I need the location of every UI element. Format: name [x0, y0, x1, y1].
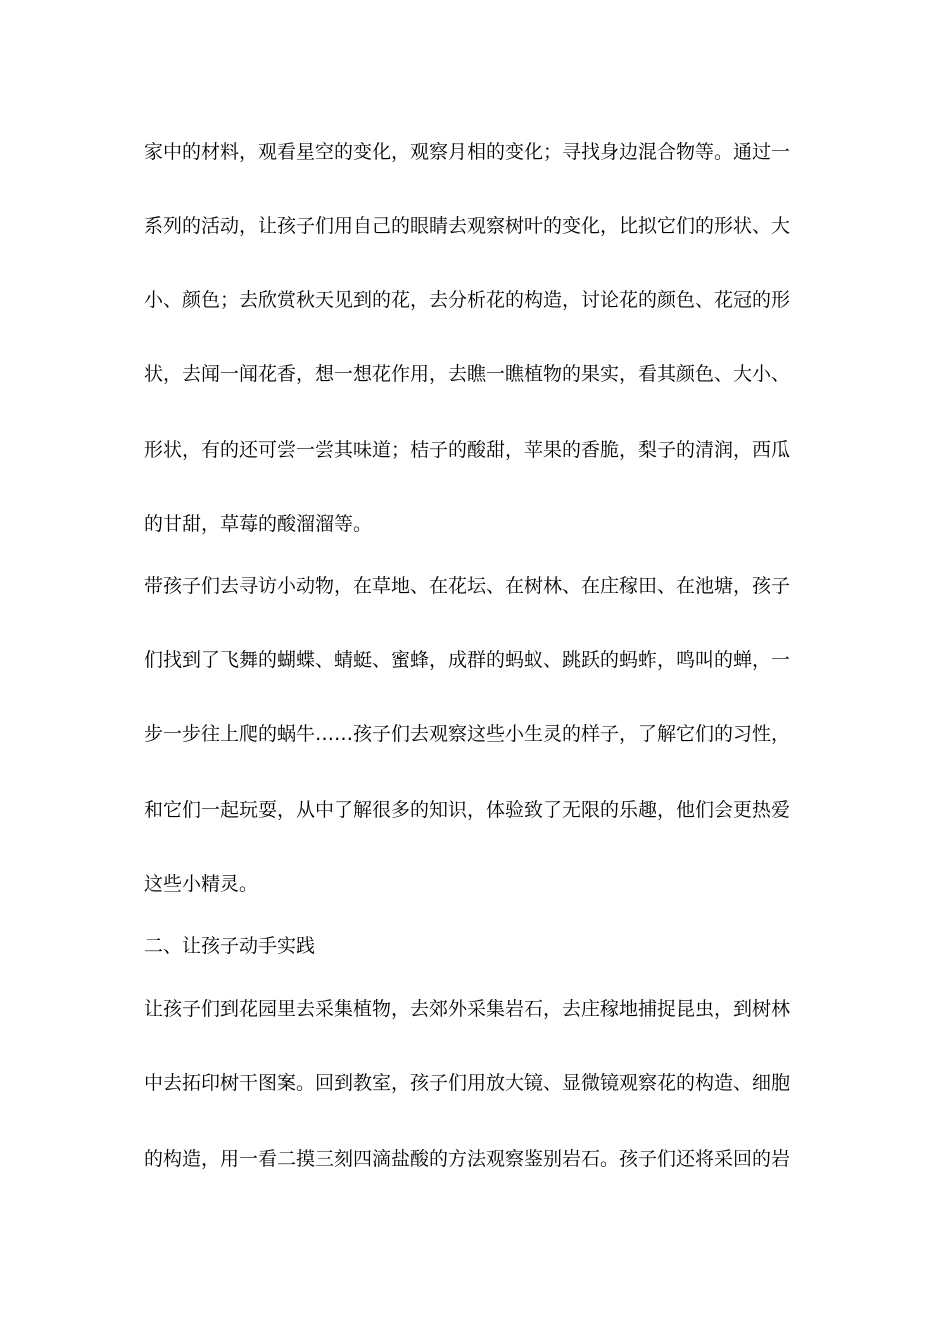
paragraph-line: 系列的活动，让孩子们用自己的眼睛去观察树叶的变化，比拟它们的形状、大 [144, 215, 791, 237]
paragraph-line: 的构造，用一看二摸三刻四滴盐酸的方法观察鉴别岩石。孩子们还将采回的岩 [144, 1148, 791, 1170]
paragraph-line: 这些小精灵。 [144, 873, 259, 895]
paragraph-line: 状，去闻一闻花香，想一想花作用，去瞧一瞧植物的果实，看其颜色、大小、 [144, 363, 791, 385]
paragraph-line: 们找到了飞舞的蝴蝶、蜻蜓、蜜蜂，成群的蚂蚁、跳跃的蚂蚱，鸣叫的蝉，一 [144, 649, 791, 671]
paragraph-line: 步一步往上爬的蜗牛……孩子们去观察这些小生灵的样子，了解它们的习性， [144, 723, 791, 745]
paragraph-line: 和它们一起玩耍，从中了解很多的知识，体验致了无限的乐趣，他们会更热爱 [144, 799, 791, 821]
paragraph-line: 形状，有的还可尝一尝其味道；桔子的酸甜，苹果的香脆，梨子的清润，西瓜 [144, 439, 791, 461]
paragraph-line: 带孩子们去寻访小动物，在草地、在花坛、在树林、在庄稼田、在池塘，孩子 [144, 575, 791, 597]
paragraph-line: 家中的材料，观看星空的变化，观察月相的变化；寻找身边混合物等。通过一 [144, 141, 791, 163]
paragraph-line: 的甘甜，草莓的酸溜溜等。 [144, 513, 373, 535]
paragraph-line: 小、颜色；去欣赏秋天见到的花，去分析花的构造，讨论花的颜色、花冠的形 [144, 289, 791, 311]
section-heading: 二、让孩子动手实践 [144, 935, 316, 957]
paragraph-line: 让孩子们到花园里去采集植物，去郊外采集岩石，去庄稼地捕捉昆虫，到树林 [144, 998, 791, 1020]
paragraph-line: 中去拓印树干图案。回到教室，孩子们用放大镜、显微镜观察花的构造、细胞 [144, 1072, 791, 1094]
